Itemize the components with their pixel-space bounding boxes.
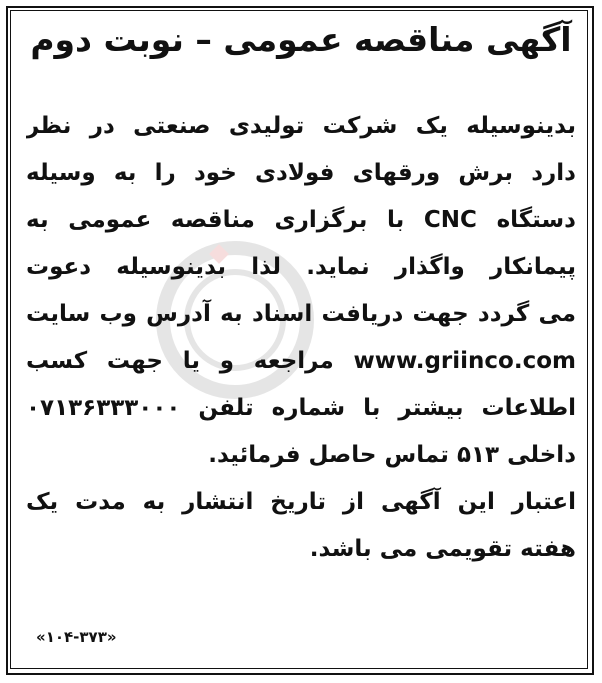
notice-line-website: www.griinco.com مراجعه و یا جهت کسب [26,348,576,374]
notice-line: بدینوسیله یک شرکت تولیدی صنعتی در نظر [26,113,576,139]
notice-line: پیمانکار واگذار نماید. لذا بدینوسیله دعوت [26,254,576,280]
reference-number: «۱۰۴-۳۷۳» [36,628,117,646]
notice-line: اعتبار این آگهی از تاریخ انتشار به مدت یک [26,489,576,515]
notice-line: داخلی ۵۱۳ تماس حاصل فرمائید. [208,442,576,468]
notice-title: آگهی مناقصه عمومی – نوبت دوم [30,20,572,59]
notice-line-phone: اطلاعات بیشتر با شماره تلفن ۰۷۱۳۶۳۳۳۰۰۰ [26,395,576,421]
notice-line: دستگاه CNC با برگزاری مناقصه عمومی به [26,207,576,233]
notice-line: دارد برش ورقهای فولادی خود را به وسیله [26,160,576,186]
notice-body [26,103,576,573]
notice-line: می گردد جهت دریافت اسناد به آدرس وب سایت [26,301,576,327]
notice-line: هفته تقویمی می باشد. [309,536,576,562]
